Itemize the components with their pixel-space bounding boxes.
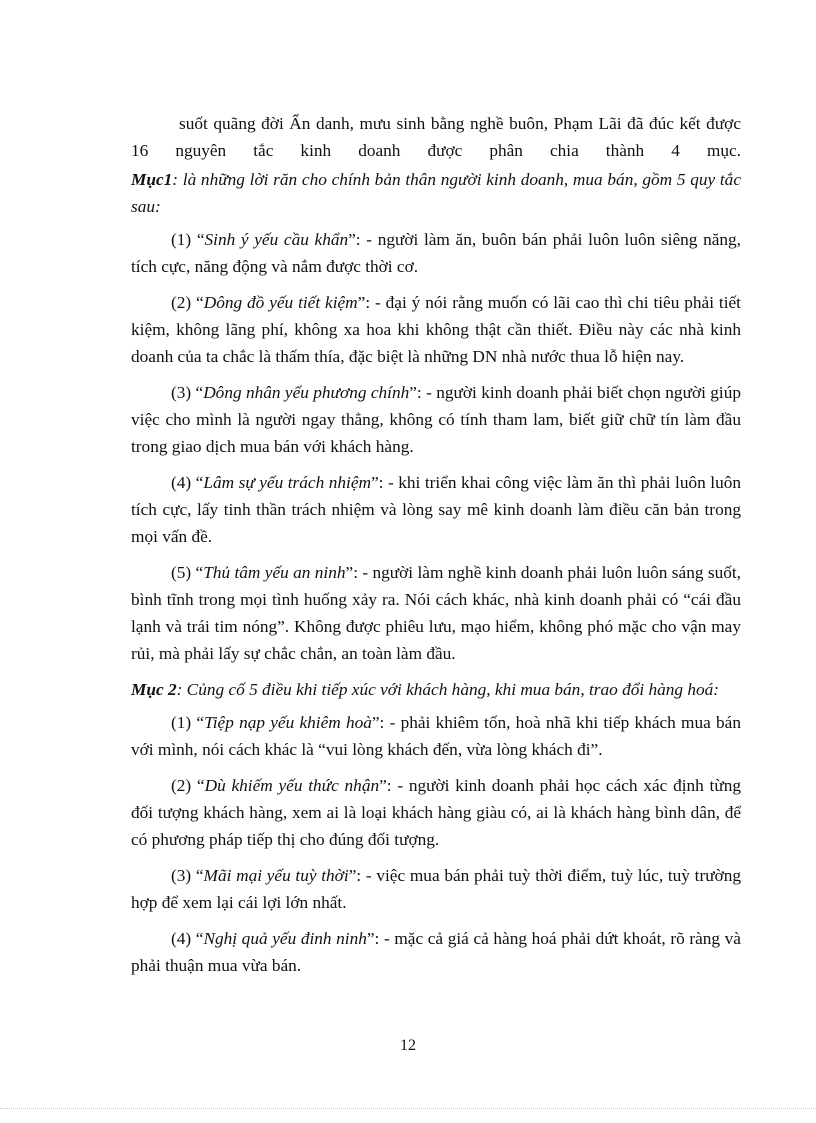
rule-title: Nghị quả yếu đinh ninh [203, 929, 367, 948]
rule-body: ”: - việc mua bán phải tuỳ thời điểm, tuỳ lúc, tuỳ trường hợp để xem lại cái lợi lớn nhất. [131, 866, 741, 912]
rule-number: (2) “ [171, 776, 205, 795]
rule-body: ”: - người làm ăn, buôn bán phải luôn luôn siêng năng, tích cực, năng động và nắm được thời cơ. [131, 230, 741, 276]
rule-item [131, 709, 741, 763]
rule-body: ”: - đại ý nói rằng muốn có lãi cao thì chi tiêu phải tiết kiệm, không lãng phí, không xa hoa khi không thật cần thiết. Điều này các nhà kinh doanh của ta chắc là thấm thía, đặc biệt là những DN nhà nước thua lỗ hiện nay. [131, 293, 741, 366]
rule-item [131, 289, 741, 370]
rule-title: Lâm sự yếu trách nhiệm [203, 473, 371, 492]
rule-number: (3) “ [171, 866, 204, 885]
rule-item [131, 469, 741, 550]
rule-title: Tiệp nạp yếu khiêm hoà [204, 713, 372, 732]
rule-item [131, 772, 741, 853]
rule-title: Mãi mại yếu tuỳ thời [203, 866, 349, 885]
section-heading-muc1 [131, 166, 741, 220]
document-body [131, 110, 741, 988]
rule-body: ”: - người làm nghề kinh doanh phải luôn luôn sáng suốt, bình tĩnh trong mọi tình huống xảy ra. Nói cách khác, nhà kinh doanh phải có “cái đầu lạnh và trái tim nóng”. Không được phiêu lưu, mạo hiểm, không phó mặc cho vận may rủi, mà phải lấy sự chắc chắn, an toàn làm đầu. [131, 563, 741, 663]
rule-item [131, 925, 741, 979]
rule-title: Dông đồ yếu tiết kiệm [203, 293, 358, 312]
rule-body: ”: - người kinh doanh phải biết chọn người giúp việc cho mình là người ngay thẳng, không có tính tham lam, biết giữ chữ tín làm đầu trong giao dịch mua bán với khách hàng. [131, 383, 741, 456]
section-text: : Củng cố 5 điều khi tiếp xúc với khách hàng, khi mua bán, trao đổi hàng hoá: [176, 680, 720, 699]
rule-title: Thủ tâm yếu an ninh [203, 563, 346, 582]
rule-title: Dông nhân yếu phương chính [203, 383, 410, 402]
section-heading-muc2 [131, 676, 741, 703]
rule-number: (3) “ [171, 383, 204, 402]
section-text: : là những lời răn cho chính bản thân người kinh doanh, mua bán, gồm 5 quy tắc sau: [131, 170, 741, 216]
footer-divider [0, 1108, 816, 1109]
rule-item [131, 379, 741, 460]
rule-number: (4) “ [171, 473, 204, 492]
rule-body: ”: - phải khiêm tốn, hoà nhã khi tiếp khách mua bán với mình, nói cách khác là “vui lòng khách đến, vừa lòng khách đi”. [131, 713, 741, 759]
rule-number: (1) “ [171, 713, 205, 732]
rule-number: (1) “ [171, 230, 205, 249]
rule-item [131, 559, 741, 667]
rule-body: ”: - người kinh doanh phải học cách xác định từng đối tượng khách hàng, xem ai là loại khách hàng giàu có, ai là khách hàng bình dân, để có phương pháp tiếp thị cho đúng đối tượng. [131, 776, 741, 849]
rule-body: ”: - mặc cả giá cả hàng hoá phải dứt khoát, rõ ràng và phải thuận mua vừa bán. [131, 929, 741, 975]
intro-paragraph: suốt quãng đời Ẩn danh, mưu sinh bằng nghề buôn, Phạm Lãi đã đúc kết được 16 nguyên tắc kinh doanh được phân chia thành 4 mục. [131, 114, 741, 160]
rule-item [131, 862, 741, 916]
rule-title: Dù khiếm yếu thức nhận [204, 776, 380, 795]
rule-title: Sinh ý yếu cầu khẩn [204, 230, 349, 249]
page-number: 12 [400, 1037, 416, 1054]
rule-item [131, 226, 741, 280]
section-label: Mục1 [131, 170, 173, 189]
section-label: Mục 2 [131, 680, 177, 699]
rule-body: ”: - khi triển khai công việc làm ăn thì phải luôn luôn tích cực, lấy tinh thần trách nhiệm và lòng say mê kinh doanh làm điều căn bản trong mọi vấn đề. [131, 473, 741, 546]
rule-number: (2) “ [171, 293, 204, 312]
rule-number: (5) “ [171, 563, 204, 582]
rule-number: (4) “ [171, 929, 204, 948]
